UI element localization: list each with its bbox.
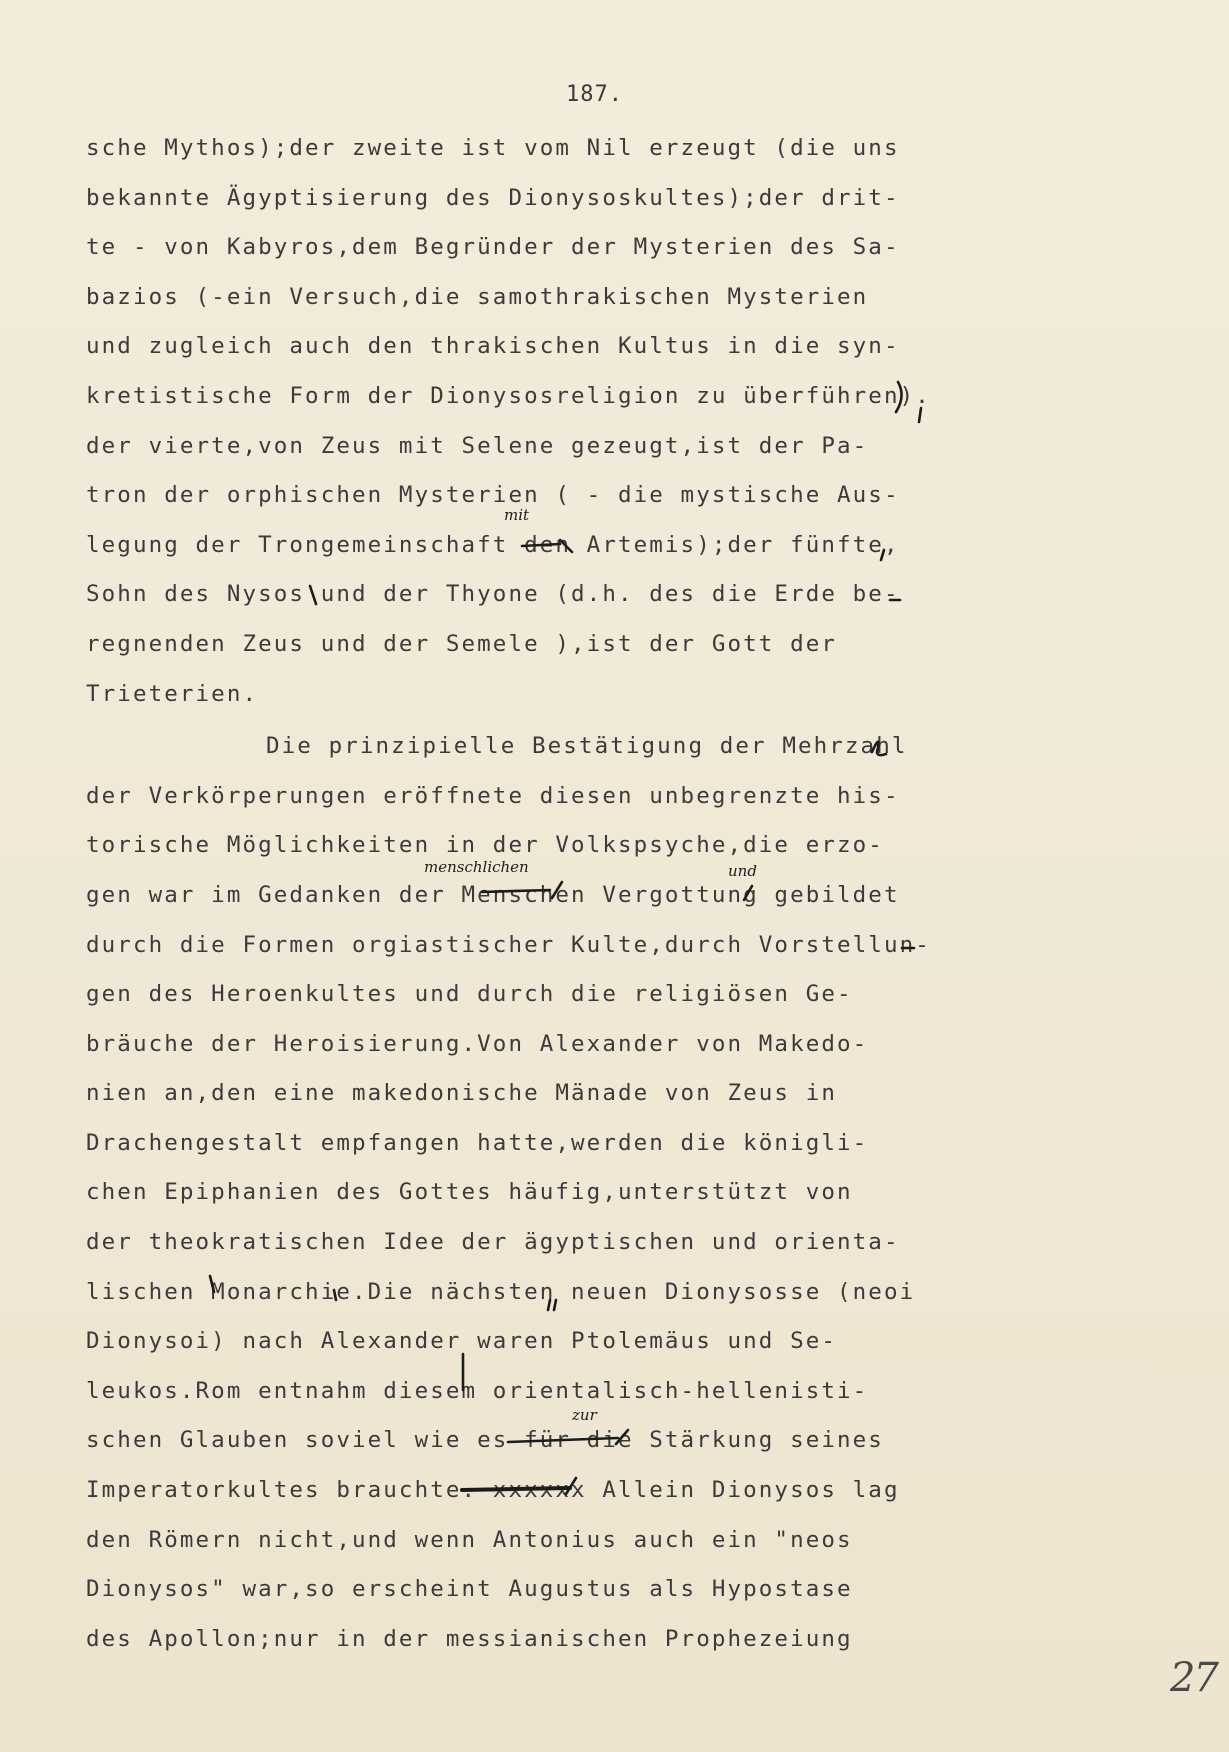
text-line: der vierte,von Zeus mit Selene gezeugt,ist der Pa- xyxy=(86,432,869,459)
text-line: gen des Heroenkultes und durch die religiösen Ge- xyxy=(86,981,853,1008)
ink-insertion-und: und xyxy=(728,862,757,880)
page-number: 187. xyxy=(566,82,623,107)
text-line: Imperatorkultes brauchte. xxxxxx Allein Dionysos lag xyxy=(86,1477,900,1504)
archive-page-number: 27 xyxy=(1170,1655,1217,1701)
text-line: Dionysoi) nach Alexander waren Ptolemäus und Se- xyxy=(86,1328,838,1355)
typed-text-body xyxy=(86,124,966,1664)
text-line: der Verkörperungen eröffnete diesen unbegrenzte his- xyxy=(86,782,900,809)
text-line: torische Möglichkeiten in der Volkspsyche,die erzo- xyxy=(86,832,884,859)
text-line: te - von Kabyros,dem Begründer der Mysterien des Sa- xyxy=(86,234,900,261)
text-line: chen Epiphanien des Gottes häufig,unterstützt von xyxy=(86,1179,853,1206)
text-line: Sohn des Nysos und der Thyone (d.h. des die Erde be- xyxy=(86,581,900,608)
text-line: leukos.Rom entnahm diesem orientalisch-hellenisti- xyxy=(86,1377,869,1404)
text-line: bazios (-ein Versuch,die samothrakischen Mysterien xyxy=(86,283,869,310)
text-line: der theokratischen Idee der ägyptischen und orienta- xyxy=(86,1229,900,1256)
text-line: bekannte Ägyptisierung des Dionysoskultes);der drit- xyxy=(86,184,900,211)
text-line: durch die Formen orgiastischer Kulte,durch Vorstellun- xyxy=(86,931,931,958)
text-line: gen war im Gedanken der Menschen Vergottung gebildet xyxy=(86,881,900,908)
text-line: lischen Monarchie.Die nächsten neuen Dionysosse (neoi xyxy=(86,1278,916,1305)
text-line: schen Glauben soviel wie es für die Stärkung seines xyxy=(86,1427,884,1454)
text-line: Dionysos" war,so erscheint Augustus als Hypostase xyxy=(86,1576,853,1603)
paragraph-start-line: Die prinzipielle Bestätigung der Mehrzahl xyxy=(266,733,908,760)
text-line: und zugleich auch den thrakischen Kultus in die syn- xyxy=(86,333,900,360)
text-line: tron der orphischen Mysterien ( - die mystische Aus- xyxy=(86,482,900,509)
text-line: den Römern nicht,und wenn Antonius auch ein "neos xyxy=(86,1526,853,1553)
text-line: Drachengestalt empfangen hatte,werden die königli- xyxy=(86,1129,869,1156)
text-line: nien an,den eine makedonische Mänade von Zeus in xyxy=(86,1080,838,1107)
text-line: sche Mythos);der zweite ist vom Nil erzeugt (die uns xyxy=(86,135,900,161)
ink-insertion-mit: mit xyxy=(504,506,530,524)
text-line: legung der Trongemeinschaft den Artemis);der fünfte, xyxy=(86,531,900,558)
text-line: des Apollon;nur in der messianischen Prophezeiung xyxy=(86,1625,853,1652)
text-line: Trieterien. xyxy=(86,680,259,707)
text-line: kretistische Form der Dionysosreligion zu überführen). xyxy=(86,382,931,409)
text-line: regnenden Zeus und der Semele ),ist der Gott der xyxy=(86,630,838,657)
text-line: bräuche der Heroisierung.Von Alexander von Makedo- xyxy=(86,1030,869,1057)
ink-insertion-zur: zur xyxy=(572,1406,597,1424)
ink-insertion-menschlichen: menschlichen xyxy=(424,858,529,876)
